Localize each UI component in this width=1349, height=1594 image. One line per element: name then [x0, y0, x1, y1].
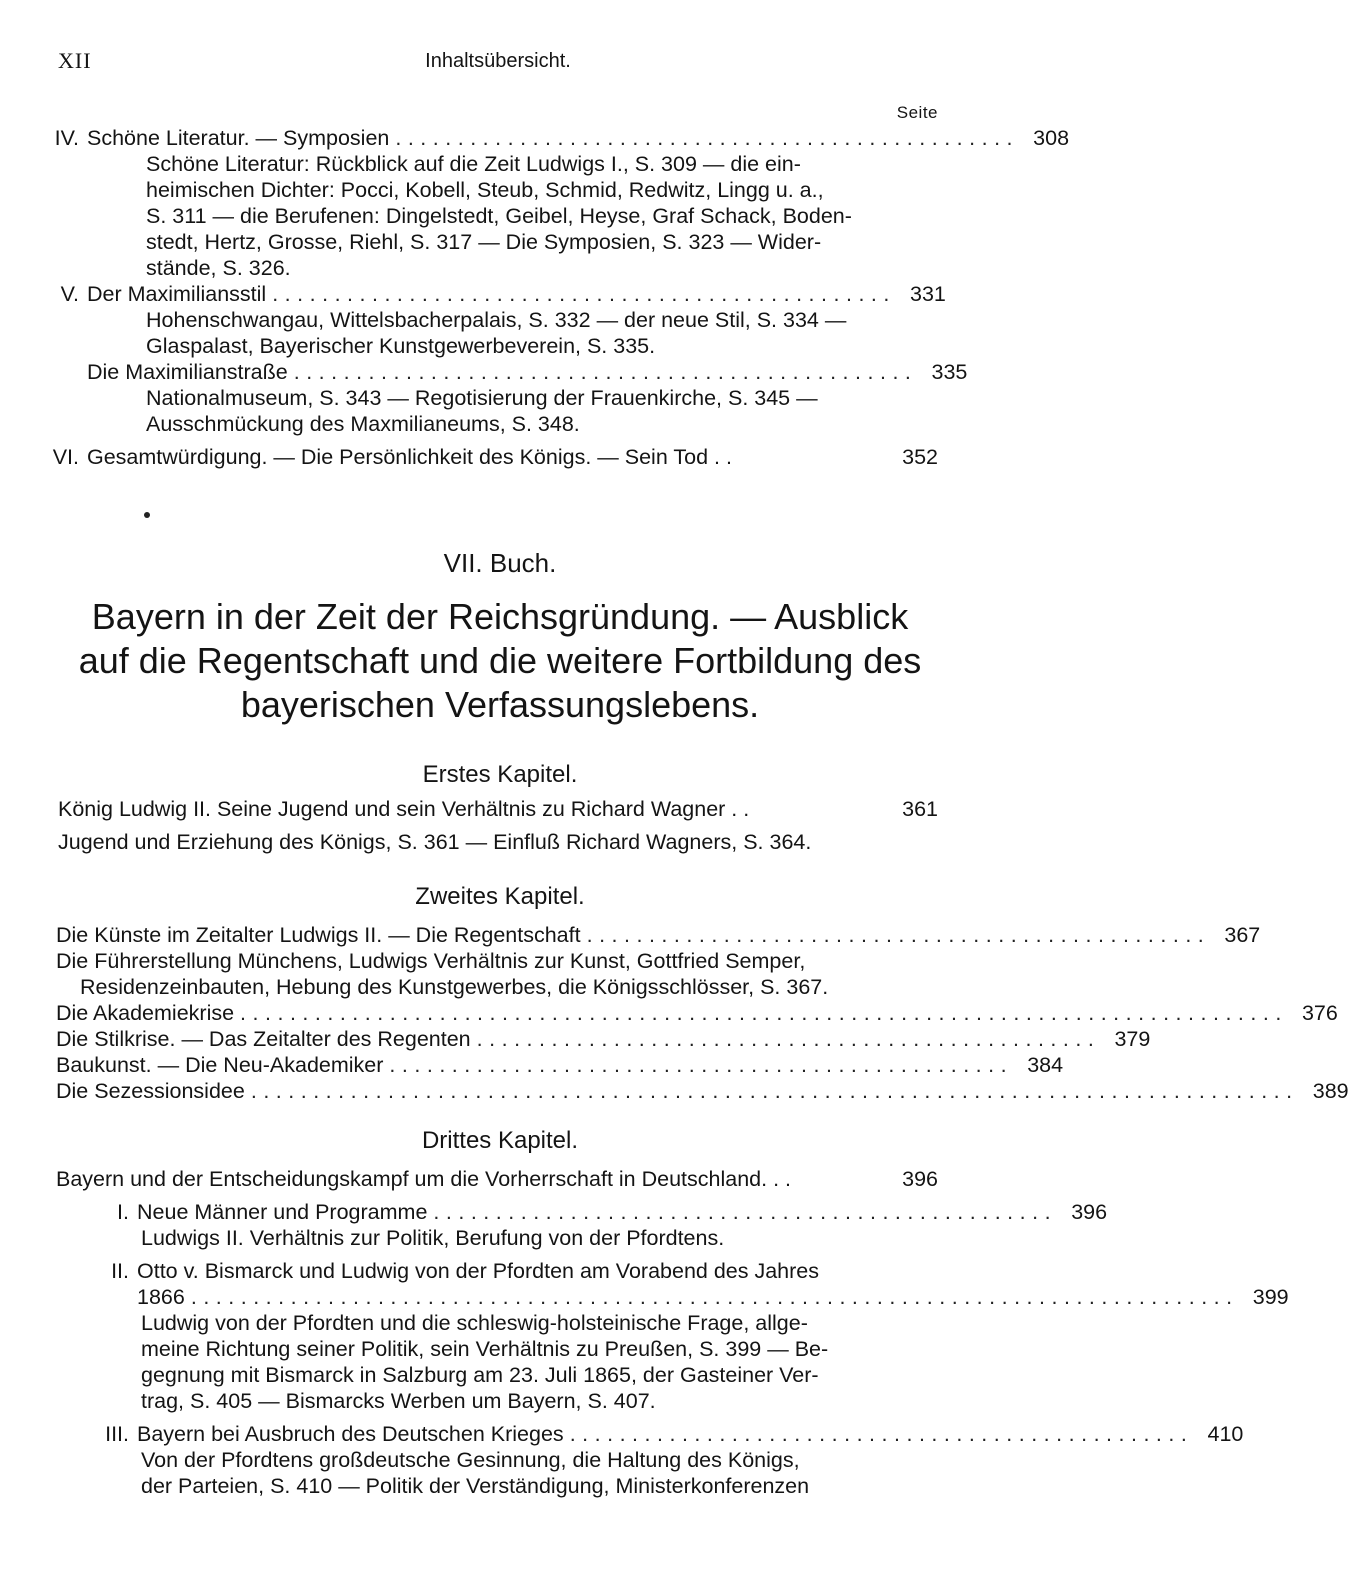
entry-description: Hohenschwangau, Wittelsbacherpalais, S. 332 — der neue Stil, S. 334 —	[146, 308, 847, 332]
section-number: I.	[117, 1200, 129, 1224]
toc-entry[interactable]	[0, 1421, 1244, 1447]
entry-description: gegnung mit Bismarck in Salzburg am 23. Juli 1865, der Gasteiner Ver-	[141, 1363, 819, 1387]
chapter2-entries	[0, 922, 1349, 1104]
entry-page: 308	[1033, 126, 1070, 150]
book-title-line: Bayern in der Zeit der Reichsgründung. — Ausblick	[91, 596, 909, 637]
page-column-label: Seite	[896, 103, 938, 122]
running-title: Inhaltsübersicht.	[425, 50, 571, 72]
dot-leader: ..................................................	[433, 1200, 1058, 1224]
dot-leader: ..................................................	[389, 1053, 1014, 1077]
dot-leader: ....................................................................................	[190, 1285, 1239, 1309]
entry-page: 396	[902, 1167, 938, 1191]
dot-leader: ....................................................................................	[240, 1001, 1288, 1025]
entry-description: stedt, Hertz, Grosse, Riehl, S. 317 — Die Symposien, S. 323 — Wider-	[146, 230, 822, 254]
toc-entry[interactable]	[0, 922, 1261, 948]
entry-description: Jugend und Erziehung des Königs, S. 361 — Einfluß Richard Wagners, S. 364.	[58, 830, 812, 854]
entry-description: Glaspalast, Bayerischer Kunstgewerbeverein, S. 335.	[146, 334, 656, 358]
toc-entry[interactable]	[0, 1199, 1108, 1225]
toc-sections-iv-vi	[0, 125, 1070, 470]
entry-description: Ludwigs II. Verhältnis zur Politik, Berufung von der Pfordtens.	[141, 1226, 725, 1250]
entry-description: trag, S. 405 — Bismarcks Werben um Bayern, S. 407.	[141, 1389, 656, 1413]
entry-description: Ausschmückung des Maxmilianeums, S. 348.	[146, 412, 580, 436]
section-number: II.	[111, 1259, 129, 1283]
entry-title: Bayern bei Ausbruch des Deutschen Krieges	[137, 1422, 564, 1446]
entry-title: Bayern und der Entscheidungskampf um die Vorherrschaft in Deutschland. . .	[56, 1167, 791, 1191]
entry-title: Schöne Literatur. — Symposien	[87, 126, 390, 150]
entry-title: Der Maximiliansstil	[87, 282, 267, 306]
entry-page: 396	[1071, 1200, 1108, 1224]
entry-page: 389	[1312, 1079, 1349, 1103]
toc-entry[interactable]	[0, 125, 1070, 151]
stray-mark	[144, 512, 150, 518]
entry-description: der Parteien, S. 410 — Politik der Verständigung, Ministerkonferenzen	[141, 1474, 810, 1498]
entry-description: S. 311 — die Berufenen: Dingelstedt, Geibel, Heyse, Graf Schack, Boden-	[146, 204, 852, 228]
toc-entry[interactable]	[0, 359, 1000, 385]
toc-entry[interactable]	[0, 1000, 1338, 1026]
dot-leader: ..................................................	[476, 1027, 1101, 1051]
entry-page: 361	[902, 797, 938, 821]
entry-title: König Ludwig II. Seine Jugend und sein Verhältnis zu Richard Wagner . .	[58, 797, 750, 821]
dot-leader: ....................................................................................	[250, 1079, 1299, 1103]
chapter-heading: Erstes Kapitel.	[422, 761, 578, 788]
toc-entry[interactable]	[0, 1166, 1000, 1192]
entry-title: Otto v. Bismarck und Ludwig von der Pfordten am Vorabend des Jahres	[137, 1259, 819, 1283]
dot-leader: ..................................................	[272, 282, 896, 306]
entry-title: Die Stilkrise. — Das Zeitalter des Regenten	[56, 1027, 471, 1051]
entry-title: Neue Männer und Programme	[137, 1200, 428, 1224]
dot-leader: ..................................................	[395, 126, 1020, 150]
entry-description: Von der Pfordtens großdeutsche Gesinnung, die Haltung des Königs,	[141, 1448, 800, 1472]
toc-entry[interactable]	[0, 444, 1000, 470]
entry-page: 384	[1027, 1053, 1064, 1077]
entry-page: 335	[931, 360, 968, 384]
entry-description: Schöne Literatur: Rückblick auf die Zeit Ludwigs I., S. 309 — die ein-	[146, 152, 801, 176]
section-number: VI.	[52, 445, 79, 469]
toc-entry[interactable]	[0, 1284, 1289, 1310]
entry-page: 399	[1252, 1285, 1289, 1309]
chapter-heading: Drittes Kapitel.	[421, 1127, 579, 1154]
entry-title: Die Sezessionsidee	[56, 1079, 245, 1103]
toc-entry[interactable]	[0, 1078, 1349, 1104]
dot-leader: ..................................................	[586, 923, 1211, 947]
entry-page: 352	[902, 445, 938, 469]
entry-title: Die Akademiekrise	[56, 1001, 235, 1025]
entry-page: 410	[1207, 1422, 1244, 1446]
entry-title: Gesamtwürdigung. — Die Persönlichkeit des Königs. — Sein Tod . .	[87, 445, 732, 469]
entry-description: Residenzeinbauten, Hebung des Kunstgewerbes, die Königsschlösser, S. 367.	[80, 975, 829, 999]
book-title	[50, 595, 950, 727]
section-number: III.	[105, 1422, 129, 1446]
chapter3-entries	[0, 1166, 1289, 1499]
section-number: IV.	[54, 126, 79, 150]
entry-page: 376	[1301, 1001, 1338, 1025]
entry-description: Ludwig von der Pfordten und die schleswig-holsteinische Frage, allge-	[141, 1311, 808, 1335]
book-title-line: bayerischen Verfassungslebens.	[240, 684, 760, 725]
entry-description: Die Führerstellung Münchens, Ludwigs Verhältnis zur Kunst, Gottfried Semper,	[56, 949, 806, 973]
book-title-line: auf die Regentschaft und die weitere Fortbildung des	[78, 640, 922, 681]
toc-entry-line[interactable]	[0, 1258, 1000, 1284]
dot-leader: ..................................................	[293, 360, 918, 384]
page-number: XII	[58, 48, 92, 73]
chapter1-entries	[0, 796, 1000, 855]
running-header	[58, 48, 938, 78]
entry-title: Die Künste im Zeitalter Ludwigs II. — Die Regentschaft	[56, 923, 581, 947]
book-label: VII. Buch.	[443, 548, 557, 578]
toc-entry[interactable]	[0, 1026, 1151, 1052]
entry-page: 331	[910, 282, 946, 306]
toc-entry[interactable]	[0, 796, 1000, 822]
entry-page: 367	[1224, 923, 1261, 947]
toc-entry[interactable]	[0, 1052, 1064, 1078]
section-number: V.	[60, 282, 79, 306]
entry-title: Die Maximilianstraße	[87, 360, 288, 384]
dot-leader: ..................................................	[569, 1422, 1194, 1446]
entry-description: meine Richtung seiner Politik, sein Verhältnis zu Preußen, S. 399 — Be-	[141, 1337, 829, 1361]
entry-description: Nationalmuseum, S. 343 — Regotisierung der Frauenkirche, S. 345 —	[146, 386, 818, 410]
toc-entry[interactable]	[0, 281, 1000, 307]
entry-title: Baukunst. — Die Neu-Akademiker	[56, 1053, 384, 1077]
entry-description: heimischen Dichter: Pocci, Kobell, Steub, Schmid, Redwitz, Lingg u. a.,	[146, 178, 824, 202]
entry-description: stände, S. 326.	[146, 256, 291, 280]
entry-title: 1866	[137, 1285, 185, 1309]
entry-page: 379	[1114, 1027, 1151, 1051]
chapter-heading: Zweites Kapitel.	[415, 883, 585, 910]
